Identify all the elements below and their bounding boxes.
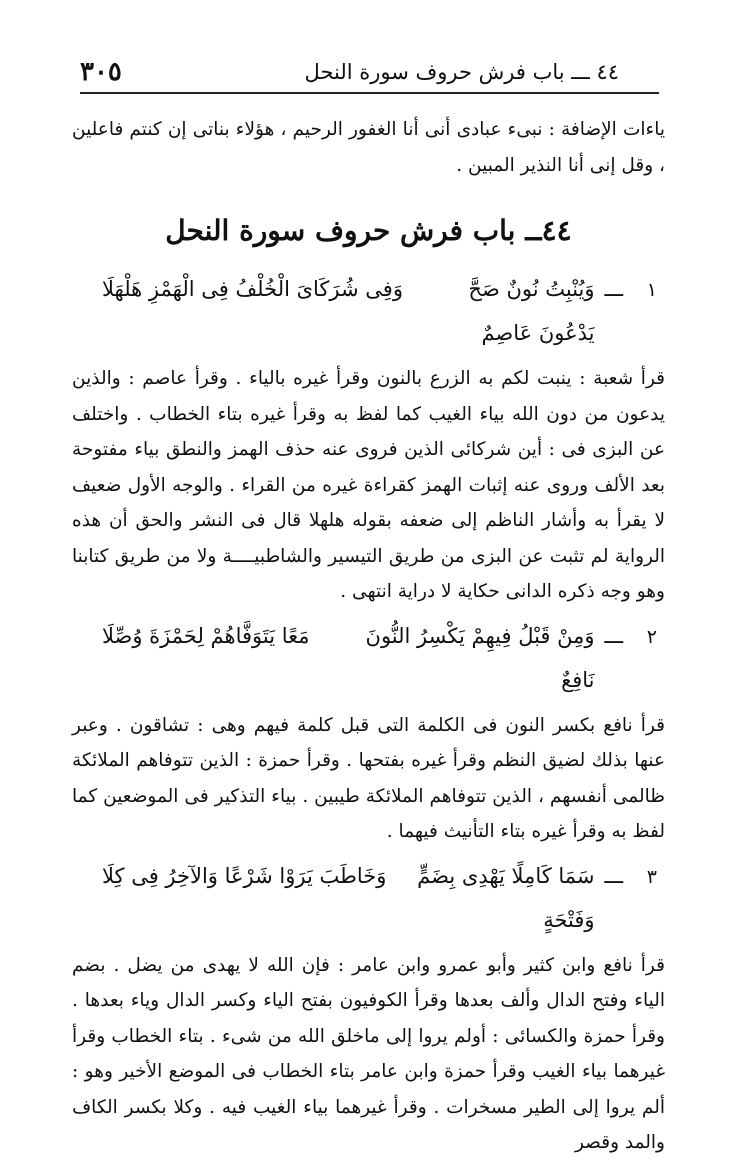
running-title: ٤٤ ـــ باب فرش حروف سورة النحل [304, 60, 619, 84]
verse-dash: ـــ [604, 863, 623, 888]
verse-number: ١ [646, 279, 657, 301]
verse-number: ٣ [646, 865, 657, 888]
intro-paragraph: ياءات الإضافة : نبىء عبادى أنى أنا الغفور الرحيم ، هؤلاء بناتى إن كنتم فاعلين ، وقل إنى أنا النذير المبين . [72, 119, 665, 176]
verse-line-1 [72, 267, 665, 355]
verse-first-hemistich: وَيُنْبِتُ نُونٌ صَحَّ يَدْعُونَ عَاصِمٌ [468, 277, 595, 345]
verse-second-hemistich: مَعًا يَتَوَفَّاهُمْ لِحَمْزَةَ وُصِّلَا [102, 623, 310, 648]
verse-first-hemistich: وَمِنْ قَبْلُ فِيهِمْ يَكْسِرُ النُّونَ نَافِعٌ [365, 623, 595, 692]
verse-second-hemistich: وَفِى شُرَكَاىَ الْخُلْفُ فِى الْهَمْزِ هَلْهَلَا [102, 277, 403, 301]
verse-line-3 [72, 854, 665, 942]
page-number: ٣٠٥ [80, 57, 122, 87]
commentary-paragraph-2: قرأ نافع بكسر النون فى الكلمة التى قبل كلمة فيهم وهى : تشاقون . وعبر عنها بذلك لضيق النظم وقرأ غيره بفتحها . وقرأ حمزة : الذين تتوفاهم الملائكة ظالمى أنفسهم ، الذين تتوفاهم الملائكة طيبين . بياء التذكير فى الموضعين كما لفظ به وقرأ غيره بتاء التأنيث فيهما . [72, 714, 665, 842]
verse-second-hemistich: وَخَاطَبَ يَرَوْا شَرْعًا وَالآخِرُ فِى كِلَا [102, 863, 387, 888]
verse-line-2 [72, 614, 665, 702]
verse-first-hemistich: سَمَا كَامِلًا يَهْدِى بِضَمٍّ وَفَتْحَةٍ [417, 863, 595, 932]
page-body [72, 112, 665, 1161]
page-header [80, 56, 659, 88]
header-divider [80, 92, 659, 94]
verse-dash: ـــ [604, 277, 623, 301]
commentary-paragraph-3: قرأ نافع وابن كثير وأبو عمرو وابن عامر : فإن الله لا يهدى من يضل . بضم الياء وفتح الدال وألف بعدها وقرأ الكوفيون بفتح الياء وكسر الدال وياء بعدها . وقرأ حمزة والكسائى : أولم يروا إلى ماخلق الله من شىء . بتاء الخطاب وقرأ غيرهما بياء الغيب وقرأ حمزة وابن عامر بتاء الخطاب فى الموضع الأخير وهو : ألم يروا إلى الطير مسخرات . وقرأ غيرهما بياء الغيب فيه . وكلا بكسر الكاف والمد وقصر [72, 954, 665, 1153]
chapter-title: ٤٤ــ باب فرش حروف سورة النحل [165, 214, 572, 247]
commentary-paragraph-1: قرأ شعبة : ينبت لكم به الزرع بالنون وقرأ غيره بالياء . وقرأ عاصم : والذين يدعون من دون الله بياء الغيب كما لفظ به وقرأ غيره بتاء الخطاب . واختلف عن البزى فى : أين شركائى الذين فروى عنه حذف الهمز والنطق بياء مفتوحة بعد الألف وروى عنه إثبات الهمز كقراءة غيره من القراء . والوجه الأول ضعيف لا يقرأ به وأشار الناظم إلى ضعفه بقوله هلهلا قال فى النشر والحق أن هذه الرواية لم تثبت عن البزى من طريق التيسير والشاطبيــــة ولا من طريق كتابنا وهو وجه ذكره الدانى حكاية لا دراية انتهى . [72, 368, 665, 602]
verse-number: ٢ [646, 625, 657, 648]
verse-dash: ـــ [604, 623, 623, 648]
